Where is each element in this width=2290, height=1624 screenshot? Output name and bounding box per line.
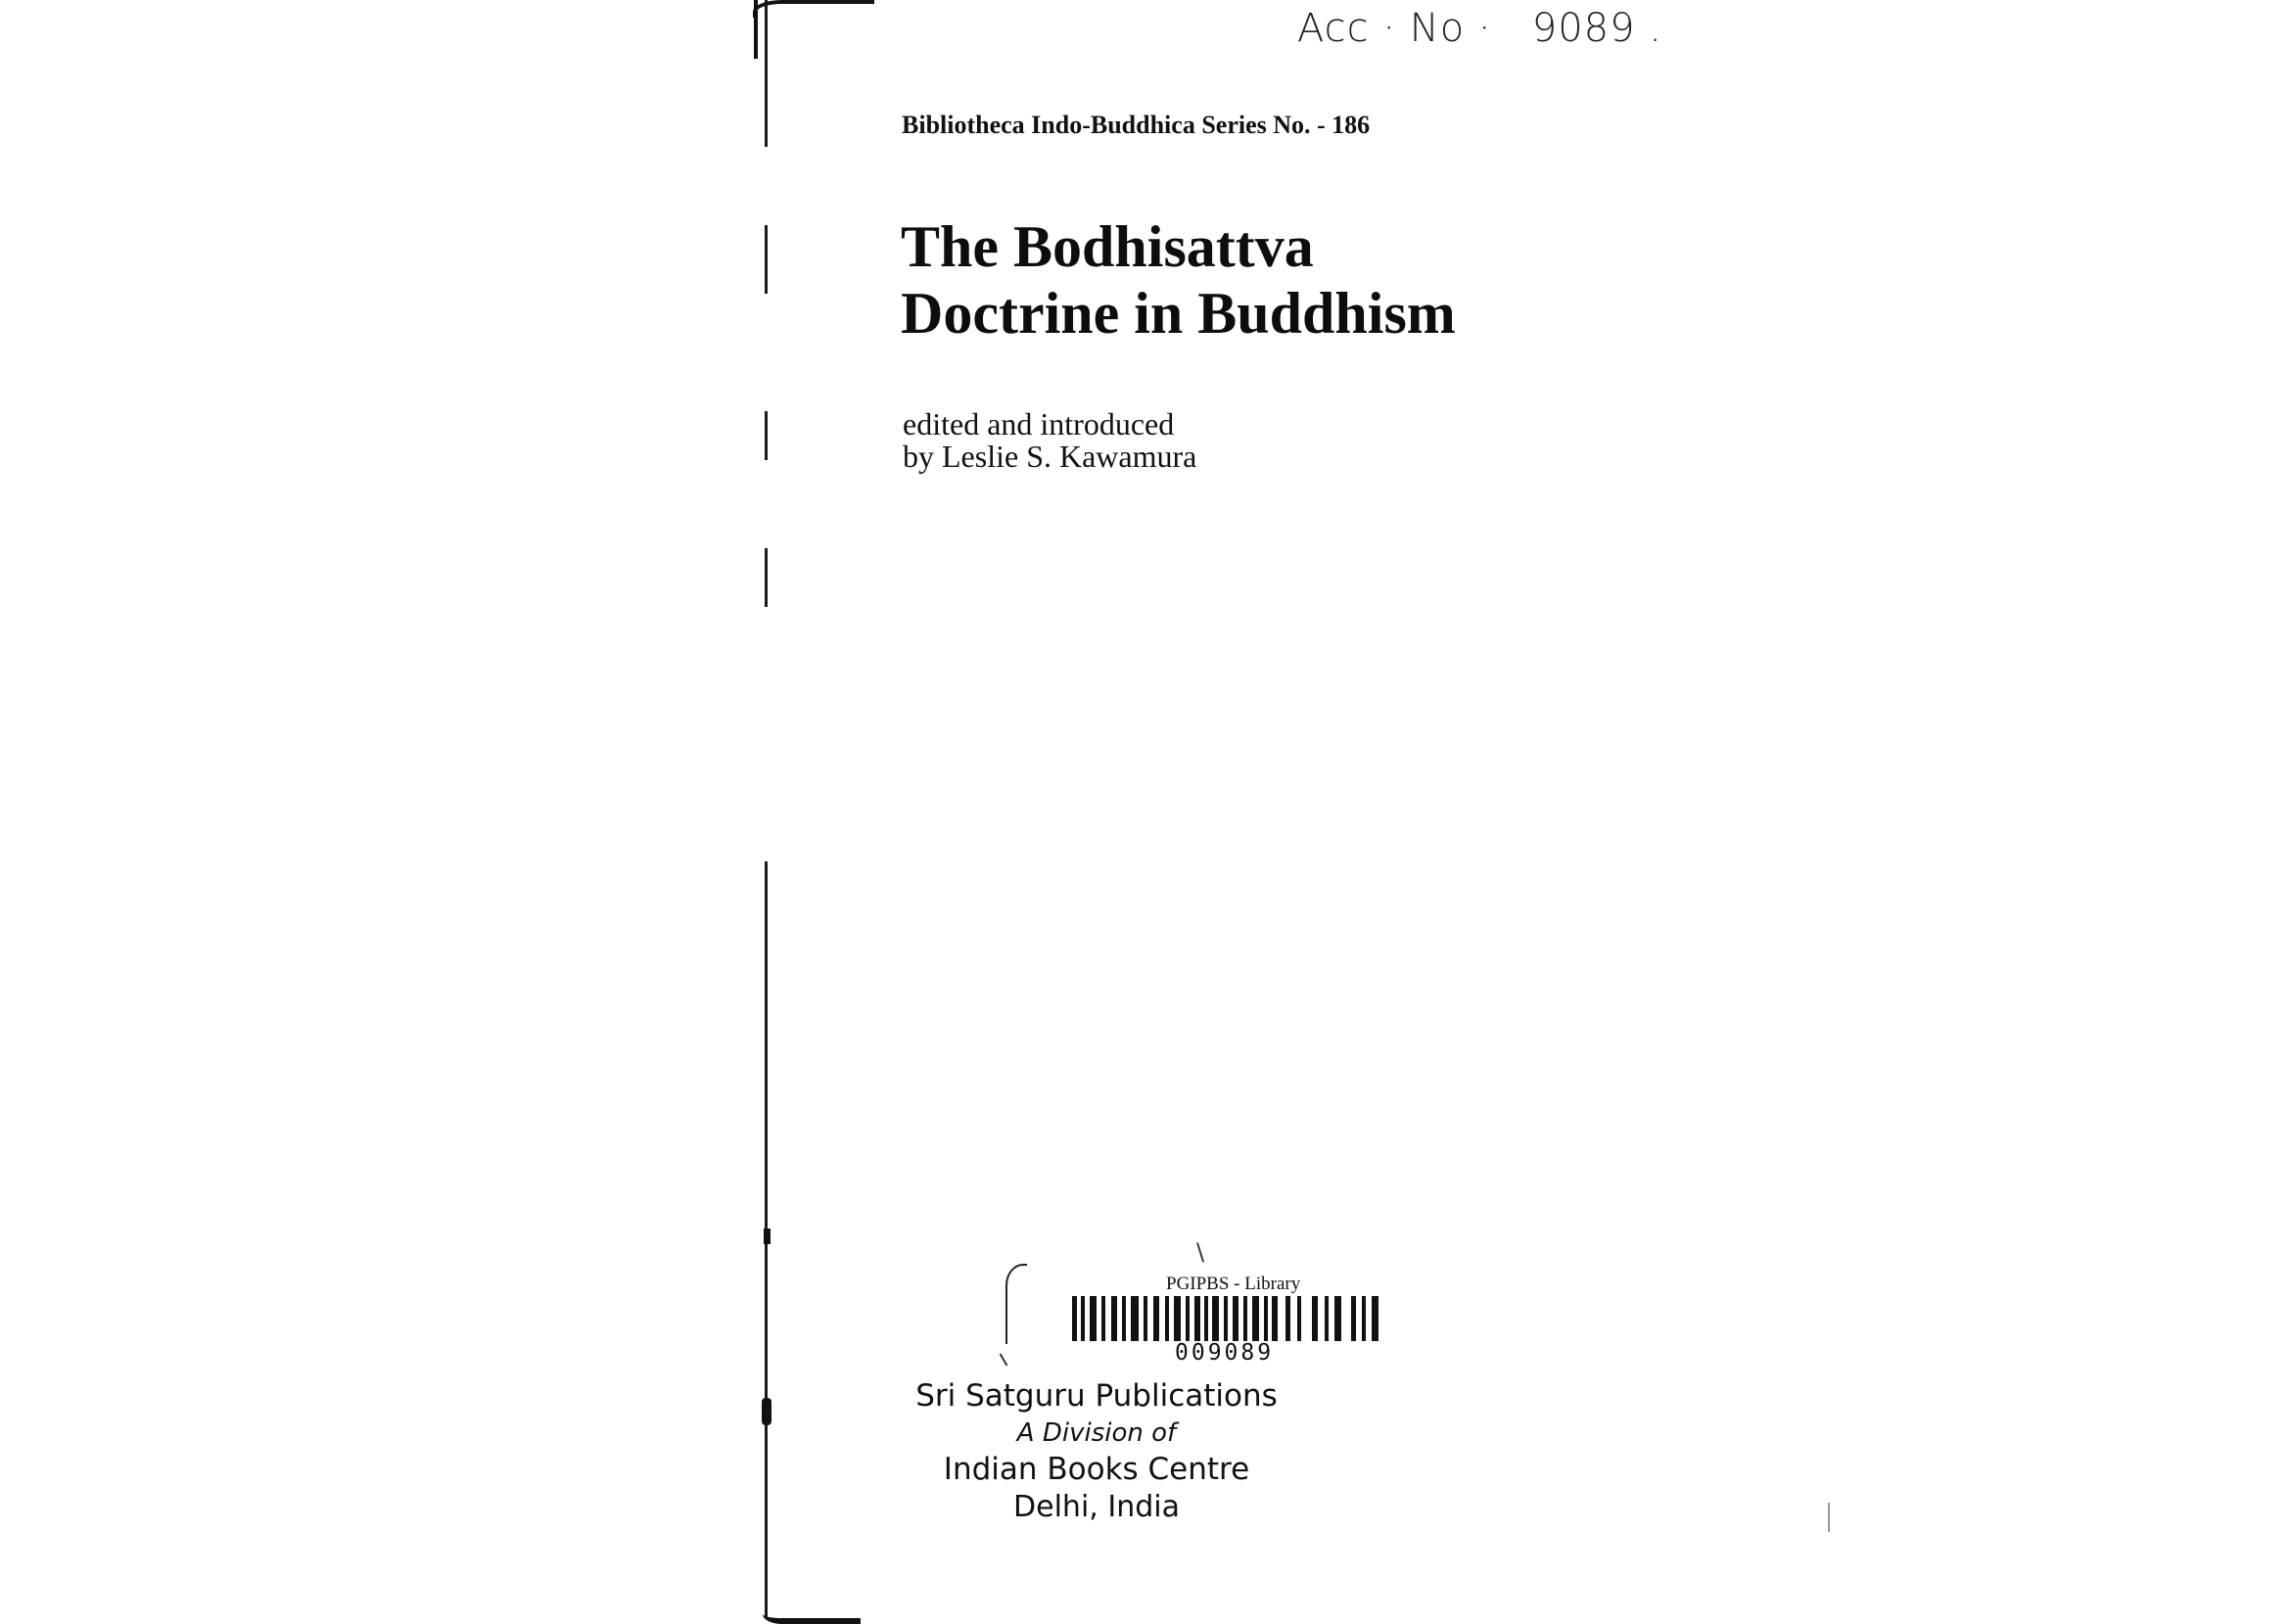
publisher-name: Sri Satguru Publications [915,1378,1278,1414]
scan-speck [1828,1503,1830,1532]
sticker-tick-mark: \ [1196,1238,1205,1266]
binding-edge-gap [765,294,768,411]
binding-top-curve [753,0,874,18]
binding-bottom-curve [763,1603,861,1624]
scan-speck [764,1229,771,1244]
series-line: Bibliotheca Indo-Buddhica Series No. - 186 [902,111,1371,139]
editor-credit-line-1: edited and introduced [903,406,1175,441]
handwritten-accession-number: Acc · No · 9089 . [1297,6,1662,51]
scan-speck [1000,1353,1008,1366]
publisher-place: Delhi, India [1013,1490,1180,1524]
publisher-block [842,1375,1351,1526]
publisher-division: A Division of [1016,1418,1177,1448]
sticker-bracket [1005,1264,1027,1344]
binding-edge-gap [765,607,768,861]
editor-credit [903,408,1196,473]
book-title-line-2: Doctrine in Buddhism [901,281,1456,346]
binding-top-tick [754,0,758,59]
scan-speck [762,1398,771,1425]
barcode [1072,1296,1380,1341]
binding-edge-gap [765,460,768,548]
book-title [901,213,1456,347]
editor-credit-line-2: by Leslie S. Kawamura [903,439,1197,474]
book-title-line-1: The Bodhisattva [901,214,1314,279]
barcode-number: 009089 [1175,1340,1275,1366]
binding-edge-gap [765,147,768,225]
library-label: PGIPBS - Library [1166,1274,1301,1294]
publisher-parent: Indian Books Centre [943,1452,1250,1487]
